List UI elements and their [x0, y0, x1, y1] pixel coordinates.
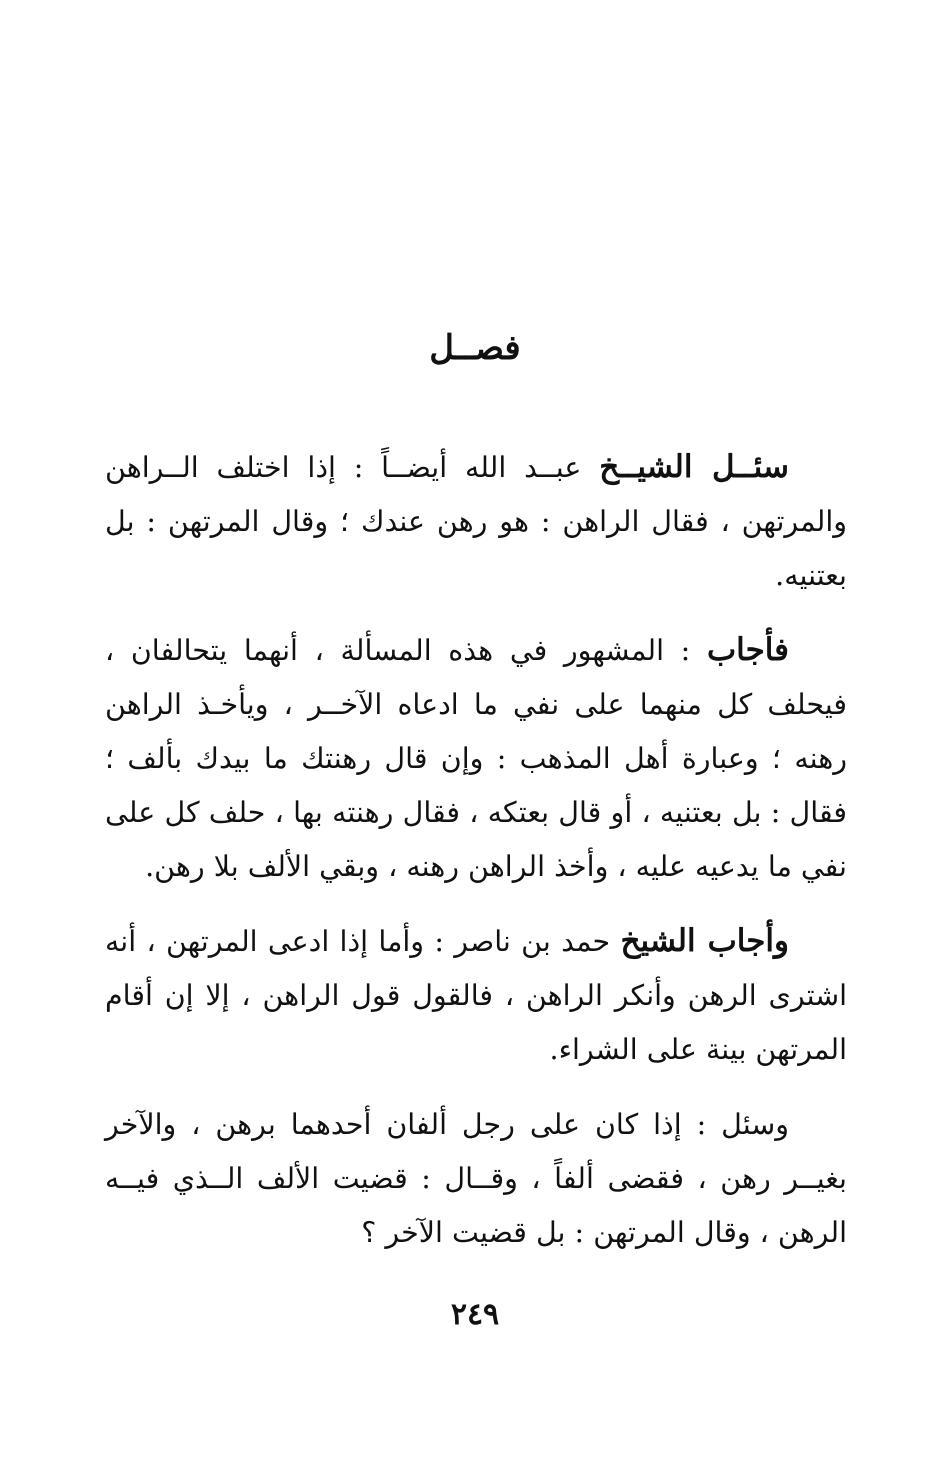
paragraph-lead: فأجاب — [706, 632, 789, 668]
section-heading: فصــل — [429, 328, 521, 368]
paragraph-text: حمد بن ناصر : وأما إذا ادعى المرتهن ، أنه اشترى الرهن وأنكر الراهن ، فالقول قول الراهن ، إلا إن أقام المرتهن بينة على الشراء. — [105, 925, 847, 1066]
paragraph-answer-1 — [105, 623, 847, 894]
paragraph-answer-2 — [105, 914, 847, 1077]
paragraph-lead: سئــل الشيــخ — [599, 449, 789, 485]
paragraph-text: عبــد الله أيضــاً : إذا اختلف الــراهن والمرتهن ، فقال الراهن : هو رهن عندك ؛ وقال المرتهن : بل بعتنيه. — [105, 451, 847, 592]
body-text — [105, 440, 847, 1260]
paragraph-text: : المشهور في هذه المسألة ، أنهما يتحالفان ، فيحلف كل منهما على نفي ما ادعاه الآخــر ، ويأخـذ الراهن رهنه ؛ وعبارة أهل المذهب : وإن قال رهنتك ما بيدك بألف ؛ فقال : بل بعتنيه ، أو قال بعتكه ، فقال رهنته بها ، حلف كل على نفي ما يدعيه عليه ، وأخذ الراهن رهنه ، وبقي الألف بلا رهن. — [105, 634, 847, 883]
paragraph-text: وسئل : إذا كان على رجل ألفان أحدهما برهن ، والآخر بغيــر رهن ، فقضى ألفاً ، وقــال : قضيت الألف الــذي فيــه الرهن ، وقال المرتهن : بل قضيت الآخر ؟ — [105, 1108, 847, 1249]
paragraph-question-1 — [105, 440, 847, 603]
page-number: ٢٤٩ — [450, 1297, 500, 1332]
paragraph-lead: وأجاب الشيخ — [620, 923, 789, 959]
paragraph-question-2 — [105, 1097, 847, 1260]
